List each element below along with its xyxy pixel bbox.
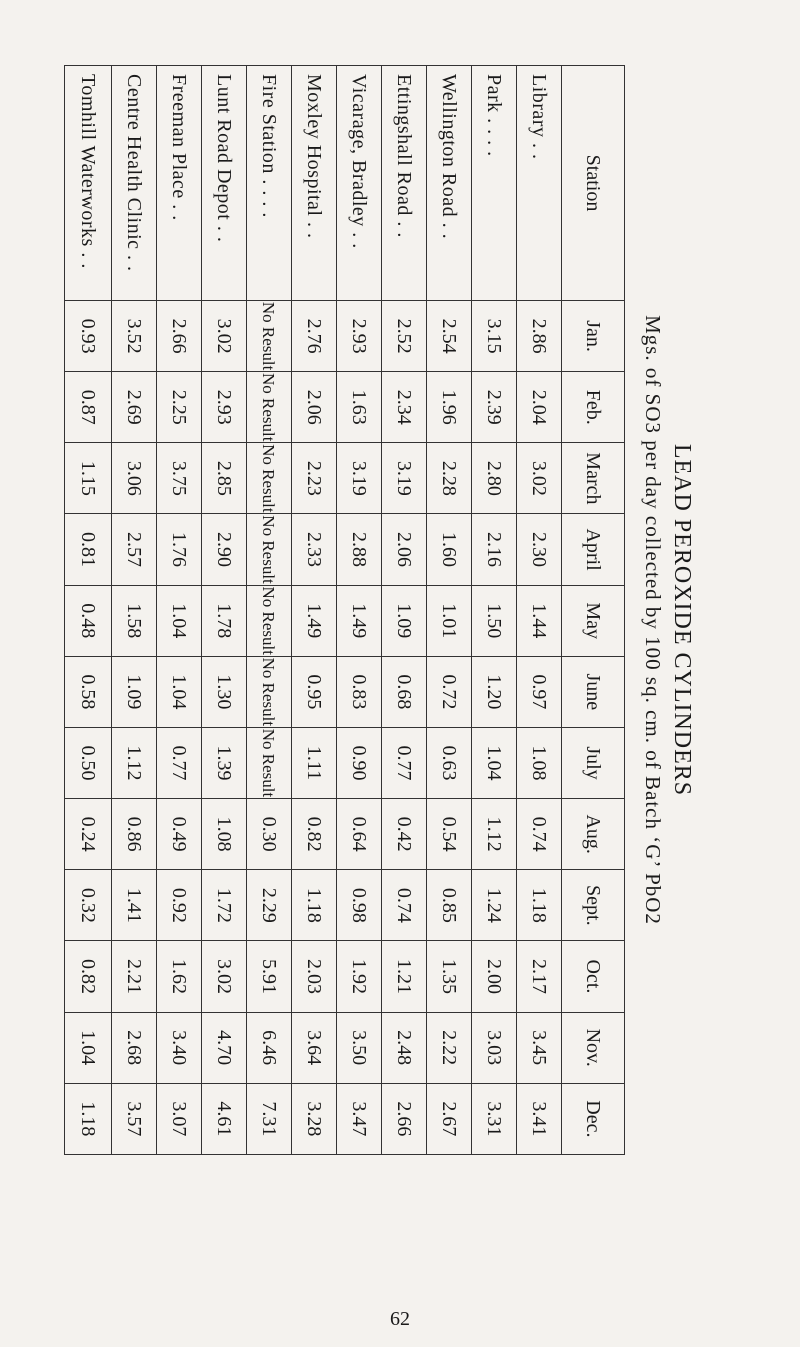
column-header-month: Dec. xyxy=(562,1083,625,1154)
table-cell: 3.64 xyxy=(292,1012,337,1083)
table-cell: 1.96 xyxy=(427,372,472,443)
table-cell: 1.09 xyxy=(382,585,427,656)
station-name: Vicarage, Bradley . . xyxy=(337,66,382,301)
table-cell: 0.30 xyxy=(247,799,292,870)
table-cell: 2.66 xyxy=(382,1083,427,1154)
table-cell: 7.31 xyxy=(247,1083,292,1154)
table-cell: 3.75 xyxy=(157,443,202,514)
station-name: Library . . xyxy=(517,66,562,301)
data-table xyxy=(64,65,625,1155)
table-cell: 2.48 xyxy=(382,1012,427,1083)
table-row xyxy=(112,66,157,1155)
table-cell: 5.91 xyxy=(247,941,292,1012)
table-cell: 6.46 xyxy=(247,1012,292,1083)
table-cell: 3.28 xyxy=(292,1083,337,1154)
table-cell: 4.61 xyxy=(202,1083,247,1154)
table-cell: 2.86 xyxy=(517,301,562,372)
table-cell: 2.54 xyxy=(427,301,472,372)
table-cell: 2.57 xyxy=(112,514,157,585)
table-row xyxy=(427,66,472,1155)
table-cell: 3.06 xyxy=(112,443,157,514)
table-cell: 0.42 xyxy=(382,799,427,870)
table-cell: 2.06 xyxy=(382,514,427,585)
table-cell: 1.30 xyxy=(202,656,247,727)
table-row xyxy=(292,66,337,1155)
table-cell: 2.76 xyxy=(292,301,337,372)
table-cell: 2.67 xyxy=(427,1083,472,1154)
column-header-month: Jan. xyxy=(562,301,625,372)
table-cell: 2.39 xyxy=(472,372,517,443)
table-cell: 0.32 xyxy=(65,870,112,941)
column-header-month: June xyxy=(562,656,625,727)
table-cell: 4.70 xyxy=(202,1012,247,1083)
table-cell: 1.62 xyxy=(157,941,202,1012)
table-cell: 1.44 xyxy=(517,585,562,656)
table-cell: 1.15 xyxy=(65,443,112,514)
table-cell: 2.16 xyxy=(472,514,517,585)
table-row xyxy=(337,66,382,1155)
table-cell: 0.68 xyxy=(382,656,427,727)
table-cell: 0.98 xyxy=(337,870,382,941)
table-row xyxy=(517,66,562,1155)
table-cell: 2.88 xyxy=(337,514,382,585)
column-header-month: Sept. xyxy=(562,870,625,941)
table-cell: 2.80 xyxy=(472,443,517,514)
station-name: Centre Health Clinic . . xyxy=(112,66,157,301)
table-cell: 1.39 xyxy=(202,727,247,798)
table-cell: 2.90 xyxy=(202,514,247,585)
table-cell: 1.72 xyxy=(202,870,247,941)
table-cell: 2.06 xyxy=(292,372,337,443)
table-cell: 1.04 xyxy=(65,1012,112,1083)
table-cell: 1.49 xyxy=(337,585,382,656)
table-cell: 1.04 xyxy=(157,585,202,656)
table-body xyxy=(65,66,562,1155)
column-header-month: Aug. xyxy=(562,799,625,870)
table-cell: 0.90 xyxy=(337,727,382,798)
table-cell: 1.18 xyxy=(292,870,337,941)
table-cell: 3.15 xyxy=(472,301,517,372)
table-cell: 2.23 xyxy=(292,443,337,514)
table-cell: 2.00 xyxy=(472,941,517,1012)
table-cell: 1.50 xyxy=(472,585,517,656)
table-cell: 3.45 xyxy=(517,1012,562,1083)
table-header-row xyxy=(562,66,625,1155)
table-cell: 1.18 xyxy=(517,870,562,941)
table-cell: 2.93 xyxy=(202,372,247,443)
table-cell: 0.86 xyxy=(112,799,157,870)
table-cell: 2.68 xyxy=(112,1012,157,1083)
table-cell: No Result xyxy=(247,585,292,656)
table-cell: 0.93 xyxy=(65,301,112,372)
table-cell: 2.66 xyxy=(157,301,202,372)
table-row xyxy=(202,66,247,1155)
table-cell: 0.50 xyxy=(65,727,112,798)
table-cell: 1.21 xyxy=(382,941,427,1012)
page-subtitle: Mgs. of SO3 per day collected by 100 sq. cm. of Batch ‘G’ PbO2 xyxy=(641,315,665,925)
column-header-month: April xyxy=(562,514,625,585)
table-cell: 0.82 xyxy=(65,941,112,1012)
table-cell: No Result xyxy=(247,301,292,372)
table-cell: 1.92 xyxy=(337,941,382,1012)
table-cell: 0.81 xyxy=(65,514,112,585)
table-cell: 0.77 xyxy=(382,727,427,798)
table-cell: 1.08 xyxy=(517,727,562,798)
table-cell: 1.78 xyxy=(202,585,247,656)
station-name: Park . . . . xyxy=(472,66,517,301)
table-cell: 2.21 xyxy=(112,941,157,1012)
table-cell: 3.02 xyxy=(517,443,562,514)
table-row xyxy=(472,66,517,1155)
table-cell: 1.76 xyxy=(157,514,202,585)
table-cell: 1.63 xyxy=(337,372,382,443)
table-cell: No Result xyxy=(247,514,292,585)
table-cell: No Result xyxy=(247,372,292,443)
table-cell: 1.01 xyxy=(427,585,472,656)
table-cell: 0.48 xyxy=(65,585,112,656)
table-cell: No Result xyxy=(247,727,292,798)
table-cell: 3.19 xyxy=(382,443,427,514)
table-cell: 0.82 xyxy=(292,799,337,870)
table-cell: 0.54 xyxy=(427,799,472,870)
table-cell: 1.12 xyxy=(472,799,517,870)
table-cell: 0.74 xyxy=(382,870,427,941)
station-name: Wellington Road . . xyxy=(427,66,472,301)
table-cell: 2.33 xyxy=(292,514,337,585)
table-cell: 1.08 xyxy=(202,799,247,870)
column-header-month: July xyxy=(562,727,625,798)
table-cell: 2.85 xyxy=(202,443,247,514)
table-cell: 0.58 xyxy=(65,656,112,727)
table-cell: 2.17 xyxy=(517,941,562,1012)
table-cell: 2.69 xyxy=(112,372,157,443)
station-name: Lunt Road Depot . . xyxy=(202,66,247,301)
table-cell: 0.63 xyxy=(427,727,472,798)
table-cell: 3.19 xyxy=(337,443,382,514)
table-cell: 1.18 xyxy=(65,1083,112,1154)
table-cell: 3.41 xyxy=(517,1083,562,1154)
table-cell: 0.77 xyxy=(157,727,202,798)
table-cell: 3.47 xyxy=(337,1083,382,1154)
table-cell: 0.87 xyxy=(65,372,112,443)
table-cell: 3.02 xyxy=(202,301,247,372)
table-cell: 1.41 xyxy=(112,870,157,941)
table-cell: No Result xyxy=(247,656,292,727)
page-number: 62 xyxy=(390,1308,410,1330)
station-name: Freeman Place . . xyxy=(157,66,202,301)
table-cell: 1.04 xyxy=(157,656,202,727)
table-cell: 3.50 xyxy=(337,1012,382,1083)
table-cell: 1.11 xyxy=(292,727,337,798)
column-header-station: Station xyxy=(562,66,625,301)
table-cell: 3.31 xyxy=(472,1083,517,1154)
station-name: Moxley Hospital . . xyxy=(292,66,337,301)
table-cell: 1.35 xyxy=(427,941,472,1012)
table-row xyxy=(247,66,292,1155)
station-name: Ettingshall Road . . xyxy=(382,66,427,301)
table-cell: 2.22 xyxy=(427,1012,472,1083)
column-header-month: Oct. xyxy=(562,941,625,1012)
table-cell: 0.92 xyxy=(157,870,202,941)
table-row xyxy=(382,66,427,1155)
column-header-month: May xyxy=(562,585,625,656)
column-header-month: March xyxy=(562,443,625,514)
table-cell: 3.03 xyxy=(472,1012,517,1083)
station-name: Tomhill Waterworks . . xyxy=(65,66,112,301)
table-cell: 3.07 xyxy=(157,1083,202,1154)
table-cell: 1.60 xyxy=(427,514,472,585)
table-cell: 2.34 xyxy=(382,372,427,443)
table-cell: 0.74 xyxy=(517,799,562,870)
column-header-month: Feb. xyxy=(562,372,625,443)
table-cell: 1.58 xyxy=(112,585,157,656)
table-cell: 0.64 xyxy=(337,799,382,870)
table-cell: 1.12 xyxy=(112,727,157,798)
table-cell: 2.30 xyxy=(517,514,562,585)
table-cell: 2.03 xyxy=(292,941,337,1012)
table-cell: 2.04 xyxy=(517,372,562,443)
station-name: Fire Station . . . . xyxy=(247,66,292,301)
table-cell: 0.95 xyxy=(292,656,337,727)
page-title: LEAD PEROXIDE CYLINDERS xyxy=(669,443,695,797)
table-cell: 2.28 xyxy=(427,443,472,514)
table-cell: 3.02 xyxy=(202,941,247,1012)
table-cell: 0.85 xyxy=(427,870,472,941)
table-cell: 1.04 xyxy=(472,727,517,798)
table-cell: 0.83 xyxy=(337,656,382,727)
table-cell: 3.52 xyxy=(112,301,157,372)
table-cell: 2.93 xyxy=(337,301,382,372)
table-cell: 2.29 xyxy=(247,870,292,941)
column-header-month: Nov. xyxy=(562,1012,625,1083)
table-cell: 1.09 xyxy=(112,656,157,727)
table-cell: 0.97 xyxy=(517,656,562,727)
table-cell: 3.40 xyxy=(157,1012,202,1083)
table-row xyxy=(65,66,112,1155)
table-cell: 0.24 xyxy=(65,799,112,870)
table-cell: 2.52 xyxy=(382,301,427,372)
table-cell: 2.25 xyxy=(157,372,202,443)
table-cell: 1.20 xyxy=(472,656,517,727)
table-cell: 1.24 xyxy=(472,870,517,941)
table-cell: 1.49 xyxy=(292,585,337,656)
table-cell: 3.57 xyxy=(112,1083,157,1154)
table-cell: 0.72 xyxy=(427,656,472,727)
table-cell: No Result xyxy=(247,443,292,514)
table-cell: 0.49 xyxy=(157,799,202,870)
table-row xyxy=(157,66,202,1155)
